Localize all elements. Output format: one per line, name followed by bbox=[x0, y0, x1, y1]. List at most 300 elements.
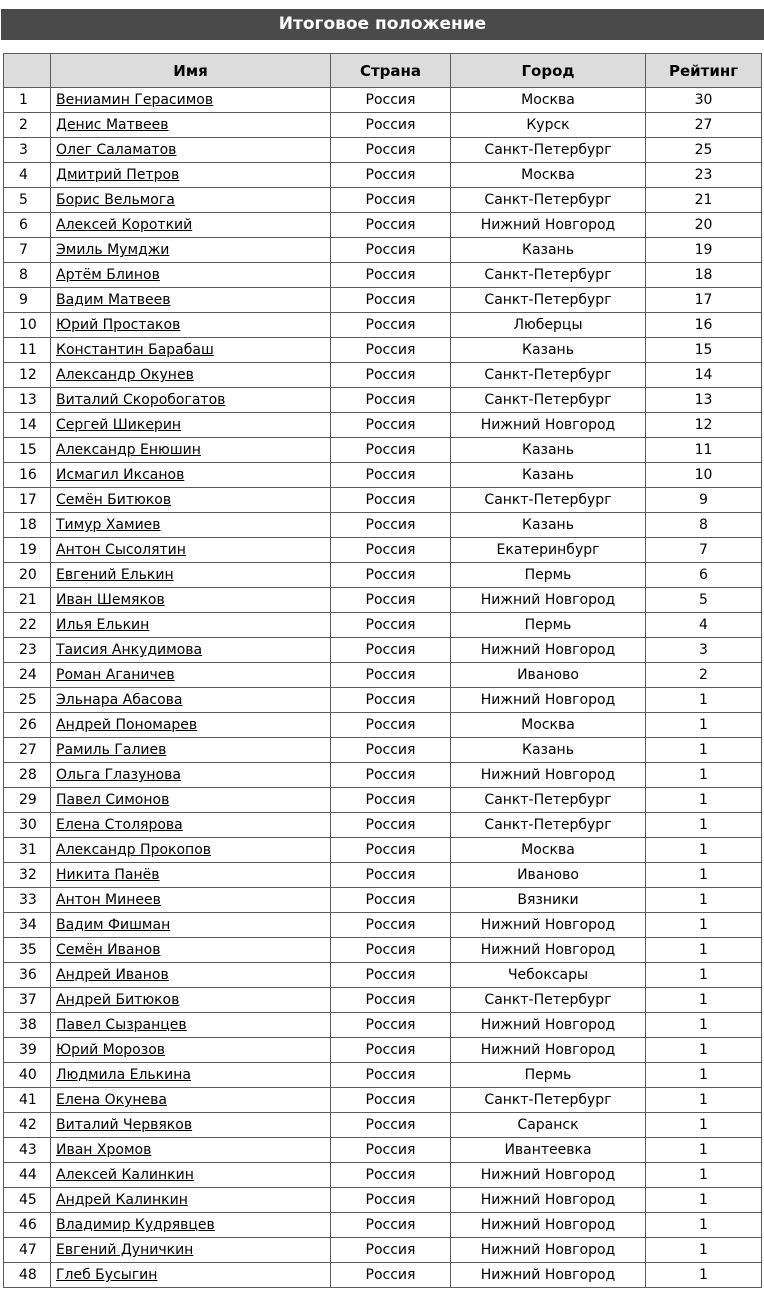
table-row bbox=[4, 613, 762, 638]
row-number: 22 bbox=[4, 613, 51, 638]
rating-cell: 1 bbox=[646, 888, 762, 913]
rating-cell: 1 bbox=[646, 1138, 762, 1163]
player-name-link[interactable]: Юрий Простаков bbox=[56, 317, 181, 333]
city-cell: Саранск bbox=[451, 1113, 646, 1138]
country-cell: Россия bbox=[331, 1188, 451, 1213]
player-name-cell bbox=[51, 313, 331, 338]
rating-cell: 3 bbox=[646, 638, 762, 663]
player-name-link[interactable]: Денис Матвеев bbox=[56, 117, 169, 133]
table-row bbox=[4, 688, 762, 713]
table-row bbox=[4, 1138, 762, 1163]
table-row bbox=[4, 638, 762, 663]
country-cell: Россия bbox=[331, 913, 451, 938]
table-row bbox=[4, 313, 762, 338]
city-cell: Нижний Новгород bbox=[451, 938, 646, 963]
city-cell: Санкт-Петербург bbox=[451, 813, 646, 838]
country-cell: Россия bbox=[331, 538, 451, 563]
player-name-link[interactable]: Евгений Елькин bbox=[56, 567, 174, 583]
rating-cell: 20 bbox=[646, 213, 762, 238]
row-number: 17 bbox=[4, 488, 51, 513]
table-row bbox=[4, 488, 762, 513]
row-number: 40 bbox=[4, 1063, 51, 1088]
rating-cell: 16 bbox=[646, 313, 762, 338]
rating-cell: 5 bbox=[646, 588, 762, 613]
player-name-cell bbox=[51, 988, 331, 1013]
player-name-cell bbox=[51, 488, 331, 513]
rating-cell: 1 bbox=[646, 713, 762, 738]
player-name-cell bbox=[51, 1088, 331, 1113]
city-cell: Санкт-Петербург bbox=[451, 138, 646, 163]
city-cell: Санкт-Петербург bbox=[451, 788, 646, 813]
row-number: 28 bbox=[4, 763, 51, 788]
player-name-link[interactable]: Илья Елькин bbox=[56, 617, 150, 633]
table-row bbox=[4, 838, 762, 863]
player-name-link[interactable]: Владимир Кудрявцев bbox=[56, 1217, 215, 1233]
rating-cell: 30 bbox=[646, 88, 762, 113]
player-name-link[interactable]: Глеб Бусыгин bbox=[56, 1267, 158, 1283]
row-number: 47 bbox=[4, 1238, 51, 1263]
city-cell: Нижний Новгород bbox=[451, 688, 646, 713]
table-row bbox=[4, 288, 762, 313]
player-name-link[interactable]: Евгений Дуничкин bbox=[56, 1242, 194, 1258]
player-name-link[interactable]: Константин Барабаш bbox=[56, 342, 214, 358]
table-row bbox=[4, 438, 762, 463]
city-cell: Нижний Новгород bbox=[451, 413, 646, 438]
table-row bbox=[4, 138, 762, 163]
rating-cell: 18 bbox=[646, 263, 762, 288]
player-name-cell bbox=[51, 763, 331, 788]
country-cell: Россия bbox=[331, 613, 451, 638]
rating-cell: 6 bbox=[646, 563, 762, 588]
city-cell: Пермь bbox=[451, 1063, 646, 1088]
player-name-link[interactable]: Тимур Хамиев bbox=[56, 517, 161, 533]
player-name-link[interactable]: Юрий Морозов bbox=[56, 1042, 166, 1058]
rating-cell: 8 bbox=[646, 513, 762, 538]
city-cell: Нижний Новгород bbox=[451, 763, 646, 788]
city-cell: Нижний Новгород bbox=[451, 588, 646, 613]
city-cell: Нижний Новгород bbox=[451, 1263, 646, 1288]
table-row bbox=[4, 238, 762, 263]
rating-cell: 1 bbox=[646, 913, 762, 938]
player-name-cell bbox=[51, 813, 331, 838]
player-name-link[interactable]: Дмитрий Петров bbox=[56, 167, 180, 183]
row-number: 4 bbox=[4, 163, 51, 188]
city-cell: Москва bbox=[451, 713, 646, 738]
column-header-country: Страна bbox=[331, 54, 451, 88]
player-name-link[interactable]: Александр Окунев bbox=[56, 367, 194, 383]
player-name-link[interactable]: Андрей Битюков bbox=[56, 992, 180, 1008]
city-cell: Ивантеевка bbox=[451, 1138, 646, 1163]
player-name-link[interactable]: Антон Сысолятин bbox=[56, 542, 186, 558]
city-cell: Курск bbox=[451, 113, 646, 138]
player-name-link[interactable]: Таисия Анкудимова bbox=[56, 642, 203, 658]
player-name-cell bbox=[51, 88, 331, 113]
table-row bbox=[4, 813, 762, 838]
rating-cell: 14 bbox=[646, 363, 762, 388]
row-number: 45 bbox=[4, 1188, 51, 1213]
country-cell: Россия bbox=[331, 1013, 451, 1038]
rating-cell: 1 bbox=[646, 1188, 762, 1213]
table-row bbox=[4, 88, 762, 113]
city-cell: Екатеринбург bbox=[451, 538, 646, 563]
player-name-link[interactable]: Вадим Матвеев bbox=[56, 292, 171, 308]
player-name-link[interactable]: Эмиль Мумджи bbox=[56, 242, 170, 258]
table-row bbox=[4, 663, 762, 688]
player-name-cell bbox=[51, 613, 331, 638]
player-name-cell bbox=[51, 788, 331, 813]
row-number: 34 bbox=[4, 913, 51, 938]
row-number: 46 bbox=[4, 1213, 51, 1238]
country-cell: Россия bbox=[331, 838, 451, 863]
table-row bbox=[4, 863, 762, 888]
table-row bbox=[4, 1188, 762, 1213]
country-cell: Россия bbox=[331, 888, 451, 913]
country-cell: Россия bbox=[331, 338, 451, 363]
column-header-city: Город bbox=[451, 54, 646, 88]
rating-cell: 13 bbox=[646, 388, 762, 413]
column-header-name: Имя bbox=[51, 54, 331, 88]
city-cell: Вязники bbox=[451, 888, 646, 913]
row-number: 36 bbox=[4, 963, 51, 988]
rating-cell: 27 bbox=[646, 113, 762, 138]
country-cell: Россия bbox=[331, 438, 451, 463]
player-name-cell bbox=[51, 1138, 331, 1163]
row-number: 8 bbox=[4, 263, 51, 288]
player-name-link[interactable]: Семён Иванов bbox=[56, 942, 161, 958]
city-cell: Казань bbox=[451, 463, 646, 488]
country-cell: Россия bbox=[331, 963, 451, 988]
player-name-link[interactable]: Виталий Червяков bbox=[56, 1117, 193, 1133]
country-cell: Россия bbox=[331, 938, 451, 963]
country-cell: Россия bbox=[331, 1163, 451, 1188]
city-cell: Казань bbox=[451, 438, 646, 463]
table-row bbox=[4, 1263, 762, 1288]
row-number: 23 bbox=[4, 638, 51, 663]
player-name-link[interactable]: Роман Аганичев bbox=[56, 667, 175, 683]
country-cell: Россия bbox=[331, 588, 451, 613]
player-name-cell bbox=[51, 513, 331, 538]
country-cell: Россия bbox=[331, 163, 451, 188]
city-cell: Казань bbox=[451, 738, 646, 763]
player-name-link[interactable]: Алексей Короткий bbox=[56, 217, 193, 233]
player-name-cell bbox=[51, 863, 331, 888]
city-cell: Нижний Новгород bbox=[451, 1188, 646, 1213]
country-cell: Россия bbox=[331, 113, 451, 138]
player-name-link[interactable]: Иван Шемяков bbox=[56, 592, 165, 608]
row-number: 11 bbox=[4, 338, 51, 363]
country-cell: Россия bbox=[331, 788, 451, 813]
row-number: 9 bbox=[4, 288, 51, 313]
city-cell: Санкт-Петербург bbox=[451, 288, 646, 313]
city-cell: Нижний Новгород bbox=[451, 638, 646, 663]
country-cell: Россия bbox=[331, 1263, 451, 1288]
row-number: 32 bbox=[4, 863, 51, 888]
table-row bbox=[4, 113, 762, 138]
row-number: 44 bbox=[4, 1163, 51, 1188]
player-name-cell bbox=[51, 113, 331, 138]
table-row bbox=[4, 1163, 762, 1188]
player-name-link[interactable]: Ольга Глазунова bbox=[56, 767, 181, 783]
country-cell: Россия bbox=[331, 1063, 451, 1088]
player-name-link[interactable]: Антон Минеев bbox=[56, 892, 161, 908]
player-name-cell bbox=[51, 963, 331, 988]
table-row bbox=[4, 938, 762, 963]
column-header-num bbox=[4, 54, 51, 88]
table-row bbox=[4, 913, 762, 938]
player-name-link[interactable]: Никита Панёв bbox=[56, 867, 160, 883]
player-name-cell bbox=[51, 1238, 331, 1263]
table-row bbox=[4, 388, 762, 413]
city-cell: Чебоксары bbox=[451, 963, 646, 988]
player-name-link[interactable]: Андрей Пономарев bbox=[56, 717, 198, 733]
player-name-link[interactable]: Семён Битюков bbox=[56, 492, 172, 508]
table-row bbox=[4, 788, 762, 813]
player-name-cell bbox=[51, 688, 331, 713]
row-number: 14 bbox=[4, 413, 51, 438]
player-name-link[interactable]: Александр Енюшин bbox=[56, 442, 201, 458]
table-row bbox=[4, 188, 762, 213]
table-row bbox=[4, 588, 762, 613]
player-name-link[interactable]: Вениамин Герасимов bbox=[56, 92, 214, 108]
country-cell: Россия bbox=[331, 413, 451, 438]
country-cell: Россия bbox=[331, 638, 451, 663]
player-name-link[interactable]: Елена Окунева bbox=[56, 1092, 167, 1108]
city-cell: Москва bbox=[451, 88, 646, 113]
country-cell: Россия bbox=[331, 663, 451, 688]
table-row bbox=[4, 738, 762, 763]
player-name-link[interactable]: Виталий Скоробогатов bbox=[56, 392, 226, 408]
player-name-cell bbox=[51, 838, 331, 863]
table-row bbox=[4, 338, 762, 363]
table-row bbox=[4, 413, 762, 438]
player-name-link[interactable]: Олег Саламатов bbox=[56, 142, 177, 158]
player-name-cell bbox=[51, 213, 331, 238]
table-row bbox=[4, 513, 762, 538]
rating-cell: 23 bbox=[646, 163, 762, 188]
rating-cell: 7 bbox=[646, 538, 762, 563]
table-row bbox=[4, 213, 762, 238]
player-name-cell bbox=[51, 338, 331, 363]
player-name-cell bbox=[51, 938, 331, 963]
table-row bbox=[4, 463, 762, 488]
country-cell: Россия bbox=[331, 138, 451, 163]
row-number: 31 bbox=[4, 838, 51, 863]
player-name-cell bbox=[51, 188, 331, 213]
player-name-link[interactable]: Елена Столярова bbox=[56, 817, 183, 833]
city-cell: Иваново bbox=[451, 663, 646, 688]
city-cell: Нижний Новгород bbox=[451, 1013, 646, 1038]
row-number: 48 bbox=[4, 1263, 51, 1288]
row-number: 21 bbox=[4, 588, 51, 613]
row-number: 2 bbox=[4, 113, 51, 138]
rating-cell: 9 bbox=[646, 488, 762, 513]
city-cell: Санкт-Петербург bbox=[451, 488, 646, 513]
city-cell: Санкт-Петербург bbox=[451, 188, 646, 213]
player-name-link[interactable]: Алексей Калинкин bbox=[56, 1167, 194, 1183]
player-name-cell bbox=[51, 1263, 331, 1288]
player-name-link[interactable]: Андрей Калинкин bbox=[56, 1192, 188, 1208]
row-number: 3 bbox=[4, 138, 51, 163]
rating-cell: 1 bbox=[646, 1163, 762, 1188]
player-name-cell bbox=[51, 1063, 331, 1088]
rating-cell: 21 bbox=[646, 188, 762, 213]
player-name-cell bbox=[51, 563, 331, 588]
country-cell: Россия bbox=[331, 313, 451, 338]
rating-cell: 19 bbox=[646, 238, 762, 263]
city-cell: Люберцы bbox=[451, 313, 646, 338]
player-name-link[interactable]: Иван Хромов bbox=[56, 1142, 152, 1158]
rating-cell: 1 bbox=[646, 763, 762, 788]
country-cell: Россия bbox=[331, 1113, 451, 1138]
row-number: 6 bbox=[4, 213, 51, 238]
country-cell: Россия bbox=[331, 488, 451, 513]
row-number: 1 bbox=[4, 88, 51, 113]
rating-cell: 1 bbox=[646, 1013, 762, 1038]
country-cell: Россия bbox=[331, 688, 451, 713]
city-cell: Санкт-Петербург bbox=[451, 263, 646, 288]
table-row bbox=[4, 1238, 762, 1263]
table-row bbox=[4, 1213, 762, 1238]
city-cell: Санкт-Петербург bbox=[451, 363, 646, 388]
row-number: 18 bbox=[4, 513, 51, 538]
rating-cell: 1 bbox=[646, 1213, 762, 1238]
player-name-link[interactable]: Александр Прокопов bbox=[56, 842, 212, 858]
table-header-row bbox=[4, 54, 762, 88]
country-cell: Россия bbox=[331, 1138, 451, 1163]
player-name-link[interactable]: Исмагил Иксанов bbox=[56, 467, 185, 483]
row-number: 33 bbox=[4, 888, 51, 913]
player-name-link[interactable]: Эльнара Абасова bbox=[56, 692, 183, 708]
country-cell: Россия bbox=[331, 363, 451, 388]
table-row bbox=[4, 713, 762, 738]
row-number: 19 bbox=[4, 538, 51, 563]
player-name-cell bbox=[51, 663, 331, 688]
table-row bbox=[4, 563, 762, 588]
country-cell: Россия bbox=[331, 813, 451, 838]
player-name-link[interactable]: Людмила Елькина bbox=[56, 1067, 191, 1083]
country-cell: Россия bbox=[331, 713, 451, 738]
rating-cell: 17 bbox=[646, 288, 762, 313]
player-name-cell bbox=[51, 1013, 331, 1038]
player-name-cell bbox=[51, 738, 331, 763]
country-cell: Россия bbox=[331, 213, 451, 238]
country-cell: Россия bbox=[331, 1088, 451, 1113]
city-cell: Нижний Новгород bbox=[451, 1163, 646, 1188]
country-cell: Россия bbox=[331, 988, 451, 1013]
rating-cell: 1 bbox=[646, 963, 762, 988]
table-row bbox=[4, 1013, 762, 1038]
rating-cell: 1 bbox=[646, 1238, 762, 1263]
row-number: 12 bbox=[4, 363, 51, 388]
rating-cell: 11 bbox=[646, 438, 762, 463]
city-cell: Нижний Новгород bbox=[451, 1213, 646, 1238]
player-name-cell bbox=[51, 263, 331, 288]
city-cell: Нижний Новгород bbox=[451, 1038, 646, 1063]
player-name-link[interactable]: Павел Сызранцев bbox=[56, 1017, 187, 1033]
rating-cell: 1 bbox=[646, 788, 762, 813]
player-name-cell bbox=[51, 1213, 331, 1238]
player-name-link[interactable]: Вадим Фишман bbox=[56, 917, 171, 933]
table-row bbox=[4, 163, 762, 188]
table-body bbox=[4, 88, 762, 1288]
city-cell: Казань bbox=[451, 513, 646, 538]
city-cell: Казань bbox=[451, 238, 646, 263]
rating-cell: 1 bbox=[646, 938, 762, 963]
player-name-link[interactable]: Сергей Шикерин bbox=[56, 417, 182, 433]
player-name-cell bbox=[51, 913, 331, 938]
row-number: 29 bbox=[4, 788, 51, 813]
country-cell: Россия bbox=[331, 238, 451, 263]
player-name-cell bbox=[51, 363, 331, 388]
city-cell: Нижний Новгород bbox=[451, 913, 646, 938]
player-name-cell bbox=[51, 638, 331, 663]
player-name-link[interactable]: Артём Блинов bbox=[56, 267, 160, 283]
player-name-cell bbox=[51, 138, 331, 163]
country-cell: Россия bbox=[331, 188, 451, 213]
player-name-cell bbox=[51, 538, 331, 563]
standings-table bbox=[3, 53, 762, 1288]
rating-cell: 1 bbox=[646, 1113, 762, 1138]
row-number: 35 bbox=[4, 938, 51, 963]
country-cell: Россия bbox=[331, 763, 451, 788]
player-name-link[interactable]: Павел Симонов bbox=[56, 792, 170, 808]
city-cell: Москва bbox=[451, 163, 646, 188]
table-row bbox=[4, 363, 762, 388]
column-header-rating: Рейтинг bbox=[646, 54, 762, 88]
player-name-cell bbox=[51, 413, 331, 438]
row-number: 7 bbox=[4, 238, 51, 263]
player-name-link[interactable]: Андрей Иванов bbox=[56, 967, 169, 983]
row-number: 37 bbox=[4, 988, 51, 1013]
row-number: 42 bbox=[4, 1113, 51, 1138]
player-name-link[interactable]: Рамиль Галиев bbox=[56, 742, 167, 758]
row-number: 30 bbox=[4, 813, 51, 838]
rating-cell: 1 bbox=[646, 1088, 762, 1113]
country-cell: Россия bbox=[331, 738, 451, 763]
player-name-cell bbox=[51, 438, 331, 463]
player-name-cell bbox=[51, 1188, 331, 1213]
player-name-cell bbox=[51, 388, 331, 413]
rating-cell: 1 bbox=[646, 688, 762, 713]
row-number: 24 bbox=[4, 663, 51, 688]
city-cell: Пермь bbox=[451, 613, 646, 638]
country-cell: Россия bbox=[331, 1038, 451, 1063]
row-number: 16 bbox=[4, 463, 51, 488]
city-cell: Нижний Новгород bbox=[451, 1238, 646, 1263]
rating-cell: 25 bbox=[646, 138, 762, 163]
rating-cell: 10 bbox=[646, 463, 762, 488]
player-name-cell bbox=[51, 588, 331, 613]
player-name-cell bbox=[51, 1113, 331, 1138]
rating-cell: 1 bbox=[646, 1038, 762, 1063]
rating-cell: 1 bbox=[646, 1063, 762, 1088]
country-cell: Россия bbox=[331, 563, 451, 588]
table-row bbox=[4, 538, 762, 563]
row-number: 13 bbox=[4, 388, 51, 413]
rating-cell: 1 bbox=[646, 1263, 762, 1288]
city-cell: Санкт-Петербург bbox=[451, 988, 646, 1013]
rating-cell: 1 bbox=[646, 988, 762, 1013]
table-row bbox=[4, 988, 762, 1013]
city-cell: Санкт-Петербург bbox=[451, 1088, 646, 1113]
country-cell: Россия bbox=[331, 88, 451, 113]
player-name-link[interactable]: Борис Вельмога bbox=[56, 192, 175, 208]
country-cell: Россия bbox=[331, 863, 451, 888]
rating-cell: 4 bbox=[646, 613, 762, 638]
player-name-cell bbox=[51, 288, 331, 313]
row-number: 39 bbox=[4, 1038, 51, 1063]
row-number: 25 bbox=[4, 688, 51, 713]
